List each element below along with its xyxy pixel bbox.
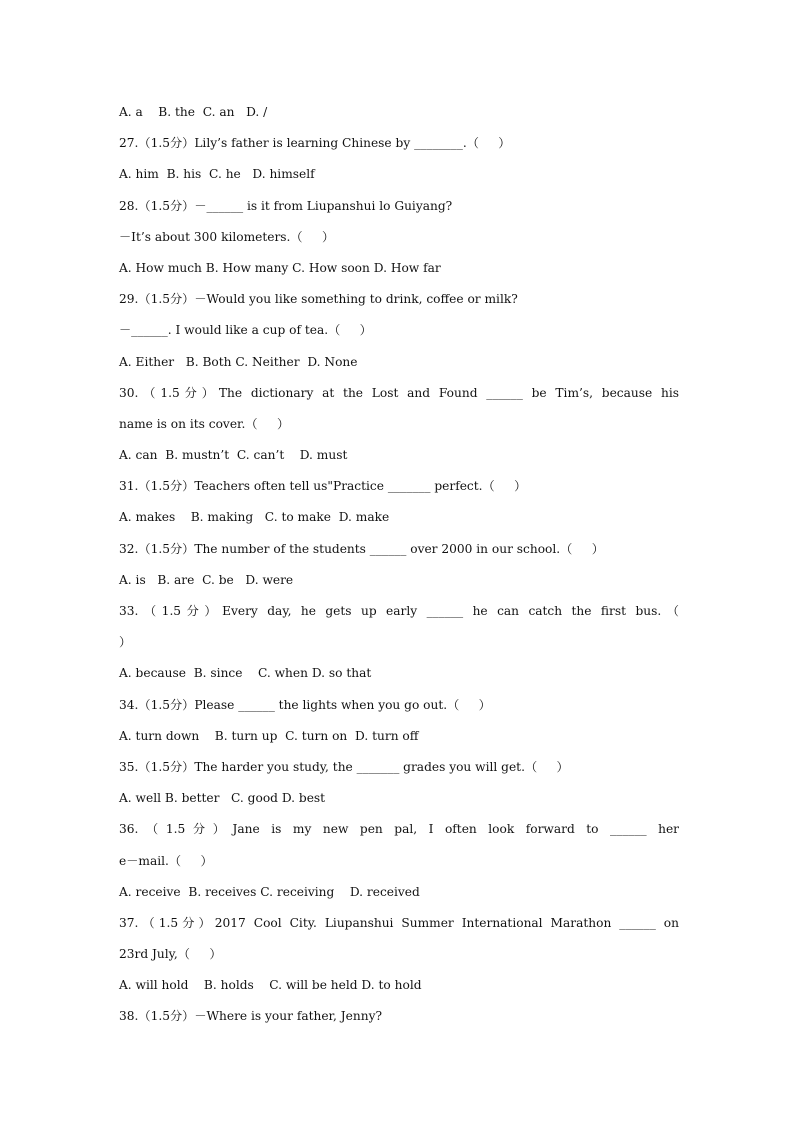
text-line: name is on its cover.（ ） <box>119 416 290 431</box>
text-line: 30.（1.5分）The dictionary at the Lost and Found ______ be Tim’s, because his <box>119 385 679 400</box>
text-line: 37.（1.5分）2017 Cool City. Liupanshui Summer International Marathon ______ on <box>119 915 679 930</box>
text-line: ） <box>119 635 132 650</box>
text-line: 23rd July,（ ） <box>119 947 222 962</box>
text-line: 29.（1.5分）－Would you like something to drink, coffee or milk? <box>119 292 518 307</box>
text-line: A. can B. mustn’t C. can’t D. must <box>119 448 348 463</box>
text-line: 31.（1.5分）Teachers often tell us"Practice _______ perfect.（ ） <box>119 479 527 494</box>
text-line: 27.（1.5分）Lily’s father is learning Chinese by ________.（ ） <box>119 136 511 151</box>
text-line: 32.（1.5分）The number of the students ______ over 2000 in our school.（ ） <box>119 541 604 556</box>
text-line: 35.（1.5分）The harder you study, the _______ grades you will get.（ ） <box>119 759 569 774</box>
text-line: －It’s about 300 kilometers.（ ） <box>119 229 335 244</box>
text-line: A. How much B. How many C. How soon D. How far <box>119 260 441 275</box>
text-line: 33.（1.5分）Every day, he gets up early ______ he can catch the first bus.（ <box>119 604 679 618</box>
text-line: e－mail.（ ） <box>119 853 213 868</box>
text-line: 38.（1.5分）－Where is your father, Jenny? <box>119 1009 382 1024</box>
text-line: A. well B. better C. good D. best <box>119 791 326 806</box>
text-line: A. will hold B. holds C. will be held D. to hold <box>119 978 422 993</box>
text-line: A. him B. his C. he D. himself <box>119 167 315 182</box>
text-line: A. turn down B. turn up C. turn on D. turn off <box>119 728 419 743</box>
question-text-block <box>119 102 679 1038</box>
text-line: A. makes B. making C. to make D. make <box>119 510 390 525</box>
text-line: A. is B. are C. be D. were <box>119 572 294 587</box>
text-line: 34.（1.5分）Please ______ the lights when you go out.（ ） <box>119 697 491 712</box>
text-line: A. Either B. Both C. Neither D. None <box>119 354 358 369</box>
text-line: A. receive B. receives C. receiving D. received <box>119 884 420 899</box>
text-line: A. a B. the C. an D. / <box>119 105 268 119</box>
text-line: －______. I would like a cup of tea.（ ） <box>119 323 372 338</box>
text-line: 28.（1.5分）－______ is it from Liupanshui lo Guiyang? <box>119 198 453 213</box>
text-line: 36.（1.5分）Jane is my new pen pal, I often look forward to ______ her <box>119 822 679 837</box>
text-line: A. because B. since C. when D. so that <box>119 666 372 681</box>
